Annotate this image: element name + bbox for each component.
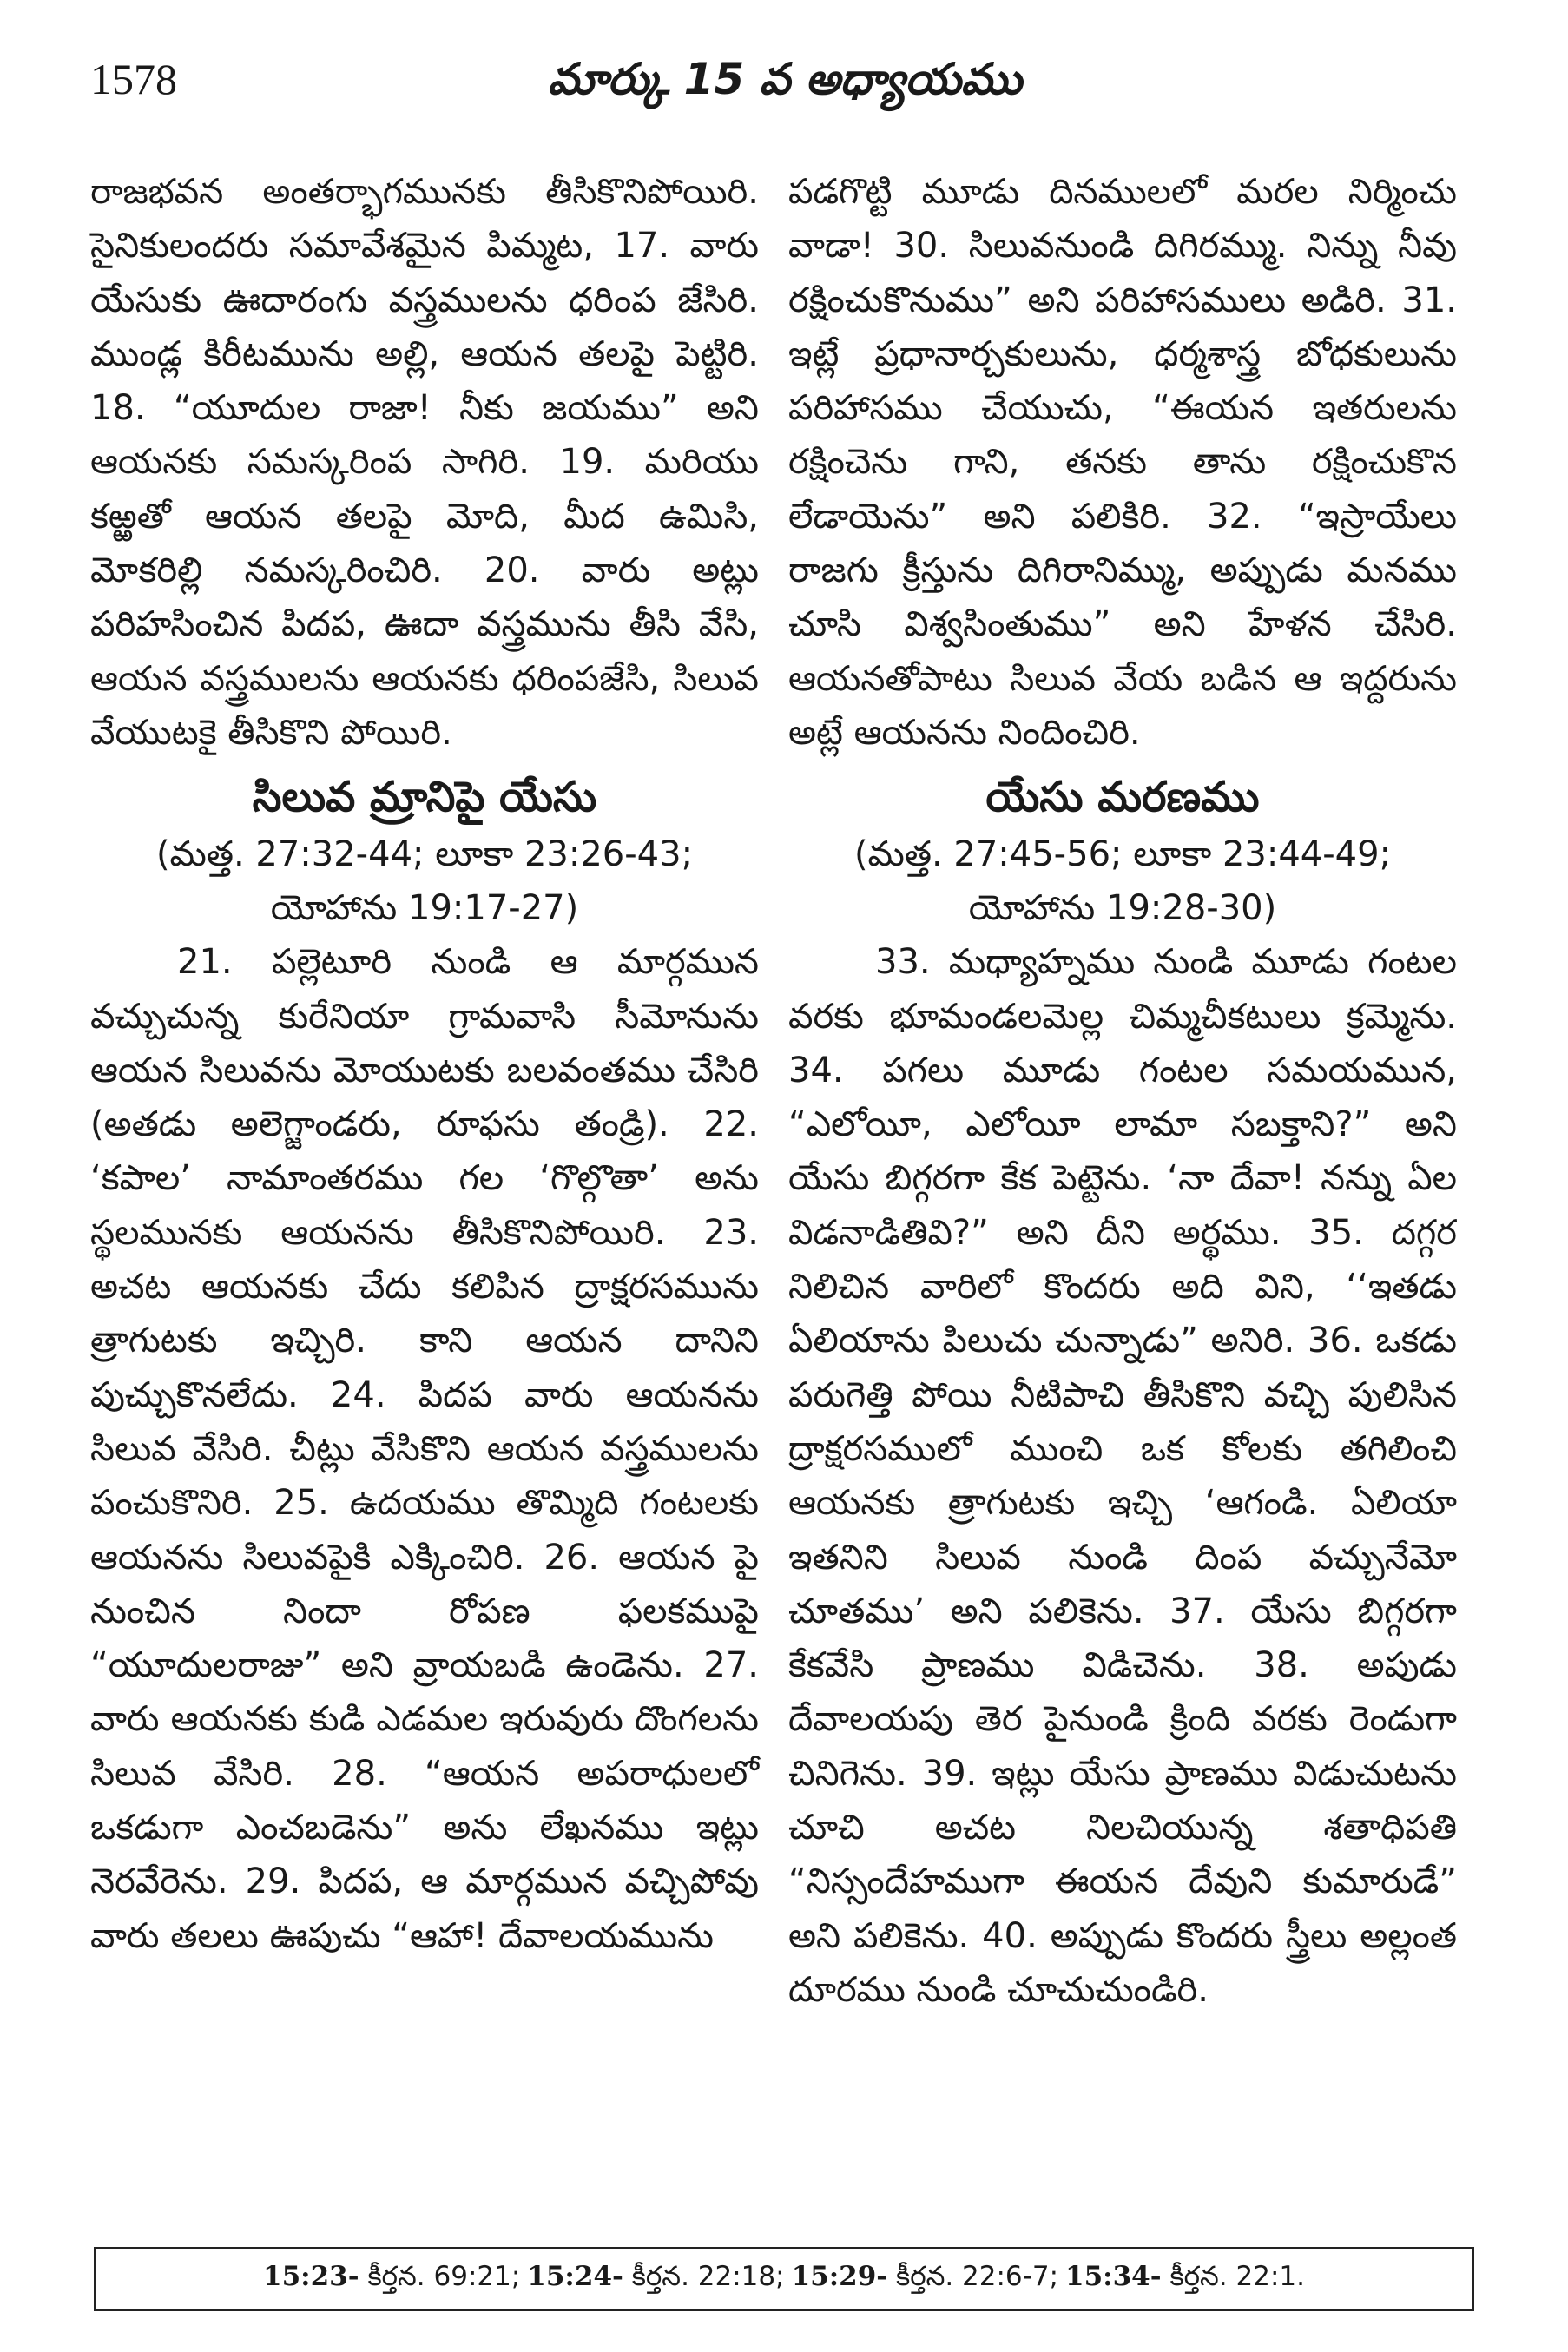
footnote-box (94, 2247, 1474, 2311)
left-paragraph-2: 21. పల్లెటూరి నుండి ఆ మార్గమున వచ్చుచున్న కురేనియా గ్రామవాసి సీమోనును ఆయన సిలువను మోయుటకు బలవంతము చేసిరి (అతడు అలెగ్జాండరు, రూఫసు తండ్రి). 22. ‘కపాల’ నామాంతరము గల ‘గొల్గొతా’ అను స్థలమునకు ఆయనను తీసికొనిపోయిరి. 23. అచట ఆయనకు చేదు కలిపిన ద్రాక్షరసమును త్రాగుటకు ఇచ్చిరి. కాని ఆయన దానిని పుచ్చుకొనలేదు. 24. పిదప వారు ఆయనను సిలువ వేసిరి. చీట్లు వేసికొని ఆయన వస్త్రములను పంచుకొనిరి. 25. ఉదయము తొమ్మిది గంటలకు ఆయనను సిలువపైకి ఎక్కించిరి. 26. ఆయన పై నుంచిన నిందా రోపణ ఫలకముపై “యూదులరాజు” అని వ్రాయబడి ఉండెను. 27. వారు ఆయనకు కుడి ఎడమల ఇరువురు దొంగలను సిలువ వేసిరి. 28. “ఆయన అపరాధులలో ఒకడుగా ఎంచబడెను” అను లేఖనము ఇట్లు నెరవేరెను. 29. పిదప, ఆ మార్గమున వచ్చిపోవు వారు తలలు ఊపుచు “ఆహా! దేవాలయమును (90, 942, 759, 1956)
footnote-verse: 15:34- (1065, 2260, 1162, 2292)
footnote-reference: కీర్తన. 22:18; (623, 2260, 785, 2292)
cross-references-1b: యోహాను 19:17-27) (270, 888, 579, 929)
cross-references-1a: (మత్త. 27:32-44; లూకా 23:26-43; (155, 834, 694, 875)
section-heading-death: యేసు మరణము (985, 773, 1260, 822)
footnote-reference: కీర్తన. 22:1. (1161, 2260, 1305, 2292)
footnote-item (527, 2261, 784, 2298)
right-column (788, 165, 1457, 2017)
page-header (90, 45, 1479, 123)
footnote-verse: 15:29- (791, 2260, 888, 2292)
section-heading-crucifixion: సిలువ మ్రానిపై యేసు (252, 773, 597, 822)
footnote-verse: 15:23- (263, 2260, 359, 2292)
footnote-item (1065, 2261, 1305, 2298)
footnote-reference: కీర్తన. 22:6-7; (887, 2260, 1059, 2292)
right-paragraph-2: 33. మధ్యాహ్నము నుండి మూడు గంటల వరకు భూమండలమెల్ల చిమ్మచీకటులు క్రమ్మెను. 34. పగలు మూడు గంటల సమయమున, “ఎలోయీ, ఎలోయీ లామా సబక్తాని?” అని యేసు బిగ్గరగా కేక పెట్టెను. ‘నా దేవా! నన్ను ఏల విడనాడితివి?” అని దీని అర్థము. 35. దగ్గర నిలిచిన వారిలో కొందరు అది విని, ‘‘ఇతడు ఏలియాను పిలుచు చున్నాడు” అనిరి. 36. ఒకడు పరుగెత్తి పోయి నీటిపాచి తీసికొని వచ్చి పులిసిన ద్రాక్షరసములో ముంచి ఒక కోలకు తగిలించి ఆయనకు త్రాగుటకు ఇచ్చి ‘ఆగండి. ఏలియా ఇతనిని సిలువ నుండి దింప వచ్చునేమో చూతము’ అని పలికెను. 37. యేసు బిగ్గరగా కేకవేసి ప్రాణము విడిచెను. 38. అపుడు దేవాలయపు తెర పైనుండి క్రింది వరకు రెండుగా చినిగెను. 39. ఇట్లు యేసు ప్రాణము విడుచుటను చూచి అచట నిలచియున్న శతాధిపతి “నిస్సందేహముగా ఈయన దేవుని కుమారుడే” అని పలికెను. 40. అప్పుడు కొందరు స్త్రీలు అల్లంత దూరము నుండి చూచుచుండిరి. (788, 942, 1457, 2010)
footnote-reference: కీర్తన. 69:21; (359, 2260, 521, 2292)
footnote-item (263, 2261, 520, 2298)
running-title: మార్కు 15 వ అధ్యాయము (547, 54, 1023, 104)
footnote-item (792, 2261, 1058, 2298)
page-number: 1578 (90, 55, 177, 103)
right-paragraph-1: పడగొట్టి మూడు దినములలో మరల నిర్మించు వాడా! 30. సిలువనుండి దిగిరమ్ము. నిన్ను నీవు రక్షించుకొనుము” అని పరిహాసములు అడిరి. 31. ఇట్లే ప్రధానార్చకులును, ధర్మశాస్త్ర బోధకులును పరిహాసము చేయుచు, “ఈయన ఇతరులను రక్షించెను గాని, తనకు తాను రక్షించుకొన లేడాయెను” అని పలికిరి. 32. “ఇస్రాయేలు రాజగు క్రీస్తును దిగిరానిమ్ము, అప్పుడు మనము చూసి విశ్వసింతుము” అని హేళన చేసిరి. ఆయనతోపాటు సిలువ వేయ బడిన ఆ ఇద్దరును అట్లే ఆయనను నిందించిరి. (788, 172, 1457, 753)
cross-references-2b: యోహాను 19:28-30) (968, 888, 1277, 929)
left-paragraph-1: రాజభవన అంతర్భాగమునకు తీసికొనిపోయిరి. సైనికులందరు సమావేశమైన పిమ్మట, 17. వారు యేసుకు ఊదారంగు వస్త్రములను ధరింప జేసిరి. ముండ్ల కిరీటమును అల్లి, ఆయన తలపై పెట్టిరి. 18. “యూదుల రాజా! నీకు జయము” అని ఆయనకు సమస్కరింప సాగిరి. 19. మరియు కఱ్ఱతో ఆయన తలపై మోది, మీద ఉమిసి, మోకరిల్లి నమస్కరించిరి. 20. వారు అట్లు పరిహసించిన పిదప, ఊదా వస్త్రమును తీసి వేసి, ఆయన వస్త్రములను ఆయనకు ధరింపజేసి, సిలువ వేయుటకై తీసికొని పోయిరి. (90, 172, 759, 753)
cross-references-2a: (మత్త. 27:45-56; లూకా 23:44-49; (853, 834, 1392, 875)
footnote-verse: 15:24- (527, 2260, 623, 2292)
left-column (90, 165, 759, 1963)
